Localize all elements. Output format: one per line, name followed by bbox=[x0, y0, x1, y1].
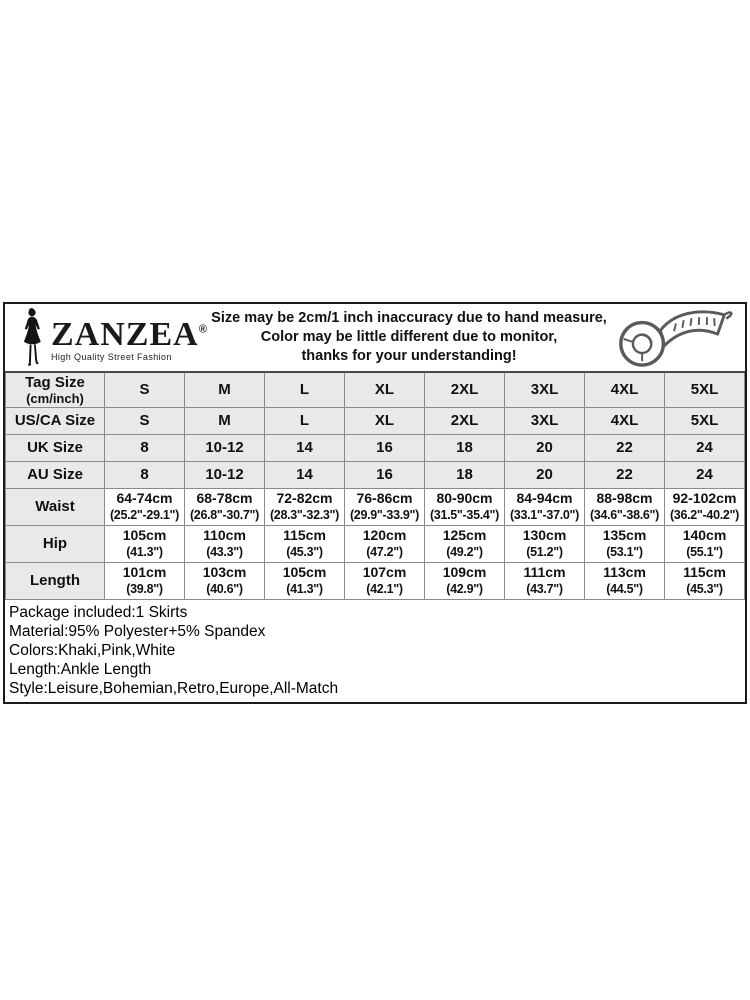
size-value-cell: 88-98cm (34.6"-38.6") bbox=[585, 488, 665, 525]
table-row bbox=[6, 434, 745, 461]
size-disclaimer bbox=[207, 309, 611, 366]
woman-silhouette-icon bbox=[15, 308, 49, 368]
size-value-cell: 4XL bbox=[585, 407, 665, 434]
disclaimer-line: Size may be 2cm/1 inch inaccuracy due to hand measure, bbox=[211, 310, 607, 326]
size-value-cell: 5XL bbox=[665, 372, 745, 407]
size-value-cell: 76-86cm (29.9"-33.9") bbox=[345, 488, 425, 525]
size-value-cell: 3XL bbox=[505, 407, 585, 434]
table-row bbox=[6, 461, 745, 488]
size-value-cell: 72-82cm (28.3"-32.3") bbox=[265, 488, 345, 525]
detail-line: Length:Ankle Length bbox=[9, 660, 152, 678]
row-label-cell: Tag Size (cm/inch) bbox=[6, 372, 105, 407]
size-value-cell: L bbox=[265, 372, 345, 407]
size-value-cell: 20 bbox=[505, 461, 585, 488]
size-value-cell: 115cm (45.3") bbox=[665, 562, 745, 599]
size-value-cell: 24 bbox=[665, 434, 745, 461]
size-value-cell: 92-102cm (36.2"-40.2") bbox=[665, 488, 745, 525]
size-value-cell: 24 bbox=[665, 461, 745, 488]
size-value-cell: 110cm (43.3") bbox=[185, 525, 265, 562]
size-value-cell: L bbox=[265, 407, 345, 434]
size-value-cell: S bbox=[105, 372, 185, 407]
brand-name: ZANZEA® bbox=[51, 315, 208, 353]
size-value-cell: 22 bbox=[585, 434, 665, 461]
row-label-cell: US/CA Size bbox=[6, 407, 105, 434]
size-value-cell: 2XL bbox=[425, 407, 505, 434]
brand-wordmark bbox=[51, 313, 208, 361]
size-value-cell: 125cm (49.2") bbox=[425, 525, 505, 562]
size-value-cell: 140cm (55.1") bbox=[665, 525, 745, 562]
detail-line: Colors:Khaki,Pink,White bbox=[9, 641, 176, 659]
size-value-cell: 16 bbox=[345, 461, 425, 488]
size-value-cell: 107cm (42.1") bbox=[345, 562, 425, 599]
size-value-cell: 109cm (42.9") bbox=[425, 562, 505, 599]
size-value-cell: 3XL bbox=[505, 372, 585, 407]
row-label-cell: AU Size bbox=[6, 461, 105, 488]
size-value-cell: 84-94cm (33.1"-37.0") bbox=[505, 488, 585, 525]
size-table bbox=[5, 371, 745, 600]
row-label-cell: Length bbox=[6, 562, 105, 599]
size-value-cell: 10-12 bbox=[185, 461, 265, 488]
size-value-cell: S bbox=[105, 407, 185, 434]
size-value-cell: 80-90cm (31.5"-35.4") bbox=[425, 488, 505, 525]
size-table-body bbox=[6, 372, 745, 599]
registered-mark: ® bbox=[198, 323, 208, 336]
size-value-cell: 14 bbox=[265, 434, 345, 461]
size-value-cell: 2XL bbox=[425, 372, 505, 407]
size-value-cell: 22 bbox=[585, 461, 665, 488]
size-value-cell: XL bbox=[345, 407, 425, 434]
size-chart-sheet bbox=[3, 302, 747, 704]
size-value-cell: 4XL bbox=[585, 372, 665, 407]
size-value-cell: 115cm (45.3") bbox=[265, 525, 345, 562]
measuring-tape-icon bbox=[611, 307, 739, 369]
size-value-cell: 20 bbox=[505, 434, 585, 461]
size-value-cell: 16 bbox=[345, 434, 425, 461]
size-value-cell: 113cm (44.5") bbox=[585, 562, 665, 599]
row-label-cell: Hip bbox=[6, 525, 105, 562]
product-details bbox=[5, 600, 745, 702]
row-label-cell: UK Size bbox=[6, 434, 105, 461]
size-value-cell: 105cm (41.3") bbox=[265, 562, 345, 599]
size-value-cell: 68-78cm (26.8"-30.7") bbox=[185, 488, 265, 525]
size-value-cell: 18 bbox=[425, 434, 505, 461]
size-value-cell: 101cm (39.8") bbox=[105, 562, 185, 599]
brand-tagline: High Quality Street Fashion bbox=[51, 351, 172, 362]
size-value-cell: 10-12 bbox=[185, 434, 265, 461]
size-value-cell: 5XL bbox=[665, 407, 745, 434]
detail-line: Style:Leisure,Bohemian,Retro,Europe,All-Match bbox=[9, 679, 339, 697]
size-value-cell: M bbox=[185, 407, 265, 434]
table-row bbox=[6, 372, 745, 407]
disclaimer-line: thanks for your understanding! bbox=[301, 348, 517, 364]
size-value-cell: 111cm (43.7") bbox=[505, 562, 585, 599]
size-value-cell: 120cm (47.2") bbox=[345, 525, 425, 562]
header bbox=[5, 304, 745, 371]
size-value-cell: 105cm (41.3") bbox=[105, 525, 185, 562]
table-row bbox=[6, 488, 745, 525]
size-value-cell: XL bbox=[345, 372, 425, 407]
table-row bbox=[6, 562, 745, 599]
size-value-cell: 64-74cm (25.2"-29.1") bbox=[105, 488, 185, 525]
brand-logo bbox=[15, 308, 207, 368]
size-value-cell: M bbox=[185, 372, 265, 407]
table-row bbox=[6, 407, 745, 434]
detail-line: Material:95% Polyester+5% Spandex bbox=[9, 622, 266, 640]
detail-line: Package included:1 Skirts bbox=[9, 603, 188, 621]
table-row bbox=[6, 525, 745, 562]
size-value-cell: 135cm (53.1") bbox=[585, 525, 665, 562]
disclaimer-line: Color may be little different due to monitor, bbox=[260, 329, 558, 345]
row-label-cell: Waist bbox=[6, 488, 105, 525]
size-value-cell: 18 bbox=[425, 461, 505, 488]
size-value-cell: 8 bbox=[105, 434, 185, 461]
size-value-cell: 103cm (40.6") bbox=[185, 562, 265, 599]
size-value-cell: 130cm (51.2") bbox=[505, 525, 585, 562]
size-value-cell: 14 bbox=[265, 461, 345, 488]
size-value-cell: 8 bbox=[105, 461, 185, 488]
